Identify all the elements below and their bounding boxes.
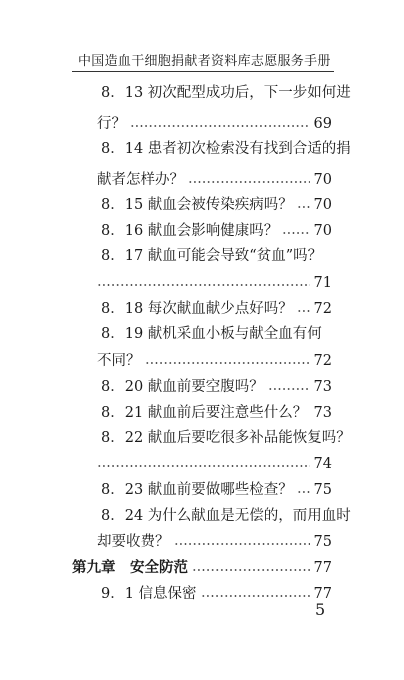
leader-dots [174,543,310,545]
toc-page-number: 77 [313,586,332,602]
leader-dots [297,491,310,493]
toc-entry [101,222,332,240]
toc-entry [97,533,332,551]
leader-dots [297,310,310,312]
toc-entry [101,196,332,214]
toc-entry [101,429,351,447]
toc-page-number: 73 [313,379,332,395]
toc-entry-text: 行？ [97,116,126,132]
toc-entry [97,352,332,370]
toc-entry [101,300,332,318]
leader-dots [201,595,310,597]
toc-page-number: 75 [313,482,332,498]
toc-entry [101,325,332,343]
toc-page-number: 75 [313,534,332,550]
toc-entry [101,481,332,499]
toc-page-number: 69 [313,116,332,132]
leader-dots [297,206,310,208]
toc-entry-text: 8．19 献机采血小板与献全血有何 [101,326,322,342]
leader-dots [268,388,310,390]
toc-entry-text: 8．20 献血前要空腹吗？ [101,379,264,395]
toc-entry-text: 8．21 献血前后要注意些什么？ [101,405,308,421]
toc-entry [97,274,332,292]
leader-dots [130,125,310,127]
toc-page-number: 77 [313,560,332,576]
toc-page-number: 73 [313,405,332,421]
toc-entry [97,115,332,133]
toc-entry [101,247,332,265]
toc-entry [101,585,332,603]
toc-entry [101,84,351,102]
toc-entry [101,378,332,396]
running-header: 中国造血干细胞捐献者资料库志愿服务手册 [78,54,331,69]
leader-dots [188,181,310,183]
page-number: 5 [315,600,326,619]
toc-page-number: 71 [313,275,332,291]
toc-entry-text: 献者怎样办？ [97,172,184,188]
toc-entry-text: 8．14 患者初次检索没有找到合适的捐 [101,141,351,157]
toc-entry-text: 8．15 献血会被传染疾病吗？ [101,197,293,213]
toc-entry [72,559,332,577]
leader-dots [97,284,310,286]
toc-page-number: 72 [313,353,332,369]
toc-entry-text: 不同？ [97,353,141,369]
toc-entry-text: 8．24 为什么献血是无偿的，而用血时 [101,508,351,524]
toc-entry-text: 9．1 信息保密 [101,586,197,602]
leader-dots [192,569,310,571]
toc-entry-text: 8．18 每次献血献少点好吗？ [101,301,293,317]
toc-entry-text: 8．22 献血后要吃很多补品能恢复吗？ [101,430,351,446]
toc-entry-text: 8．23 献血前要做哪些检查？ [101,482,293,498]
chapter-title: 第九章 安全防范 [72,559,188,576]
toc-page-number: 70 [313,223,332,239]
leader-dots [97,465,310,467]
toc-page-number: 70 [313,197,332,213]
leader-dots [282,232,309,234]
toc-entry-text: 8．17 献血可能会导致“贫血”吗？ [101,248,323,264]
toc-entry [97,171,332,189]
toc-entry-text: 却要收费？ [97,534,170,550]
toc-entry [101,140,351,158]
toc-entry-text: 8．13 初次配型成功后，下一步如何进 [101,85,351,101]
header-rule [72,71,334,72]
toc-page-number: 72 [313,301,332,317]
toc-entry [101,507,351,525]
toc-entry-text: 8．16 献血会影响健康吗？ [101,223,279,239]
toc-entry [97,455,332,473]
toc-entry [101,404,332,422]
toc-page-number: 70 [313,172,332,188]
toc-page-number: 74 [313,456,332,472]
leader-dots [145,362,310,364]
